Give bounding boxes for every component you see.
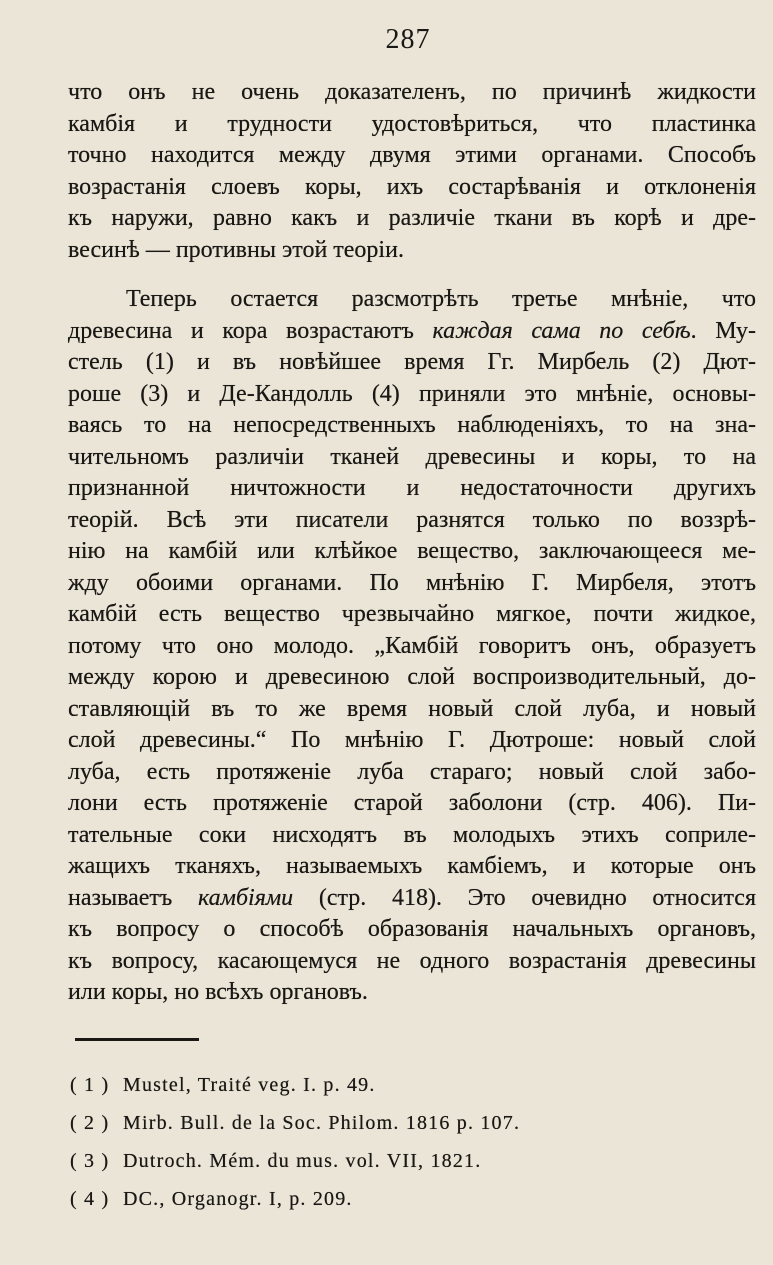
text-line: весинѣ — противны этой теоріи. xyxy=(68,236,404,263)
page-number: 287 xyxy=(385,24,431,55)
text-line: камбія и трудности удостовѣриться, что пластинка xyxy=(68,110,756,137)
footnote-text: Mirb. Bull. de la Soc. Philom. 1816 p. 107. xyxy=(123,1112,521,1134)
footnote-marker: ( 2 ) xyxy=(70,1112,110,1134)
text-line: лони есть протяженіе старой заболони (стр. 406). Пи- xyxy=(68,790,756,816)
footnote xyxy=(70,1142,520,1180)
text-line: жду обоими органами. По мнѣнію Г. Мирбеля, этотъ xyxy=(68,569,756,596)
text-line: что онъ не очень доказателенъ, по причинѣ жидкости xyxy=(68,79,756,105)
text-line: или коры, но всѣхъ органовъ. xyxy=(68,979,368,1005)
footnote-text: Dutroch. Mém. du mus. vol. VII, 1821. xyxy=(123,1150,482,1172)
text-line: къ наружи, равно какъ и различіе ткани въ корѣ и дре- xyxy=(68,205,756,231)
footnote-text: Mustel, Traité veg. I. p. 49. xyxy=(123,1074,376,1096)
text-line: жащихъ тканяхъ, называемыхъ камбіемъ, и которые онъ xyxy=(68,853,756,879)
footnote xyxy=(70,1104,520,1142)
footnote xyxy=(70,1066,520,1104)
text-segment: называетъ xyxy=(68,884,199,911)
text-line: нію на камбій или клѣйкое вещество, заключающееся ме- xyxy=(68,538,756,564)
text-line: чительномъ различіи тканей древесины и коры, то на xyxy=(68,443,756,470)
text-segment: древесина и кора возрастаютъ xyxy=(68,317,433,344)
text-line xyxy=(68,883,756,915)
text-line: роше (3) и Де-Кандолль (4) приняли это мнѣніе, основы- xyxy=(68,380,756,407)
footnote-rule xyxy=(75,1038,199,1041)
text-line: стель (1) и въ новѣйшее время Гг. Мирбель (2) Дют- xyxy=(68,349,756,375)
text-segment: (стр. 418). Это очевидно относится xyxy=(293,884,756,911)
italic-text: камбіями xyxy=(198,884,294,911)
footnote-marker: ( 1 ) xyxy=(70,1074,110,1096)
footnote-marker: ( 4 ) xyxy=(70,1188,110,1210)
text-line: точно находится между двумя этими органами. Способъ xyxy=(68,142,756,168)
text-line: потому что оно молодо. „Камбій говоритъ онъ, образуетъ xyxy=(68,632,756,659)
footnote-marker: ( 3 ) xyxy=(70,1150,110,1172)
text-line: возрастанія слоевъ коры, ихъ состарѣванія и отклоненія xyxy=(68,173,756,200)
footnotes xyxy=(70,1066,520,1218)
text-line: луба, есть протяженіе луба стараго; новый слой забо- xyxy=(68,758,756,785)
paragraph xyxy=(68,284,756,1009)
text-line xyxy=(68,316,756,348)
text-line: камбій есть вещество чрезвычайно мягкое, почти жидкое, xyxy=(68,601,756,627)
text-line: слой древесины.“ По мнѣнію Г. Дютроше: новый слой xyxy=(68,727,756,753)
footnote xyxy=(70,1180,520,1218)
text-line: теорій. Всѣ эти писатели разнятся только по воззрѣ- xyxy=(68,506,756,533)
text-line: ваясь то на непосредственныхъ наблюденіяхъ, то на зна- xyxy=(68,412,756,438)
text-line: Теперь остается разсмотрѣть третье мнѣніе, что xyxy=(126,286,756,312)
text-line: къ вопросу о способѣ образованія начальныхъ органовъ, xyxy=(68,916,756,942)
text-line: между корою и древесиною слой воспроизводительный, до- xyxy=(68,664,756,690)
text-line: къ вопросу, касающемуся не одного возрастанія древесины xyxy=(68,947,756,974)
body-text xyxy=(68,77,756,1009)
paragraph xyxy=(68,77,756,266)
text-line: ставляющій въ то же время новый слой луба, и новый xyxy=(68,695,756,722)
text-segment: . Му- xyxy=(690,317,756,344)
footnote-text: DC., Organogr. I, p. 209. xyxy=(123,1188,353,1210)
text-line: тательные соки нисходятъ въ молодыхъ этихъ соприле- xyxy=(68,821,756,848)
text-line: признанной ничтожности и недостаточности другихъ xyxy=(68,475,756,501)
italic-text: каждая сама по себѣ xyxy=(432,317,691,344)
